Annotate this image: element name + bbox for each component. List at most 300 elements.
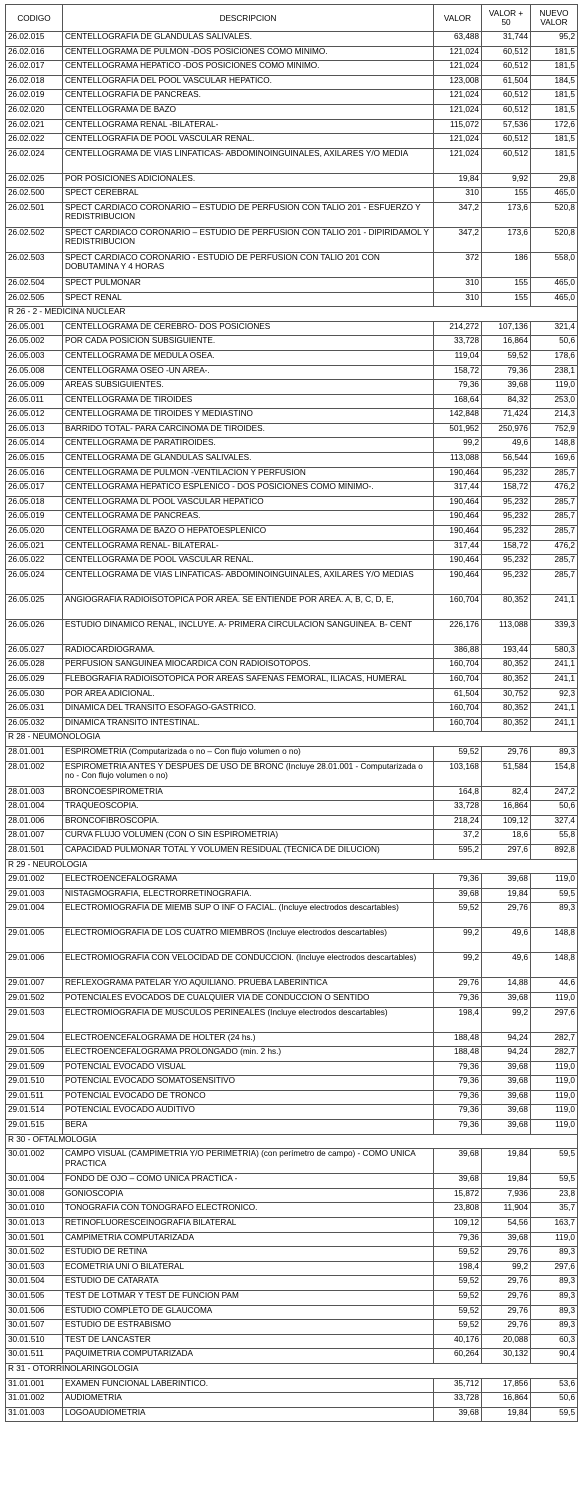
- value-plus-50-cell: 80,352: [482, 659, 531, 674]
- table-row: [6, 438, 578, 453]
- description-cell: CURVA FLUJO VOLUMEN (CON O SIN ESPIROMETRIA): [63, 830, 434, 845]
- value-plus-50-cell: 39,68: [482, 874, 531, 889]
- value-cell: 121,024: [434, 134, 482, 149]
- value-plus-50-cell: 18,6: [482, 830, 531, 845]
- table-row: [6, 1203, 578, 1218]
- new-value-cell: 172,6: [531, 119, 578, 134]
- description-cell: DINAMICA DEL TRANSITO ESOFAGO-GASTRICO.: [63, 703, 434, 718]
- value-cell: 99,2: [434, 953, 482, 978]
- section-title: R 31 - OTORRINOLARINGOLOGIA: [6, 1363, 578, 1378]
- code-cell: 26.05.016: [6, 467, 63, 482]
- new-value-cell: 154,8: [531, 761, 578, 786]
- code-cell: 29.01.005: [6, 928, 63, 953]
- value-plus-50-cell: 95,232: [482, 511, 531, 526]
- value-cell: 37,2: [434, 830, 482, 845]
- code-cell: 26.05.018: [6, 496, 63, 511]
- description-cell: ELECTROMIOGRAFIA CON VELOCIDAD DE CONDUCCION. (Incluye electrodos descartables): [63, 953, 434, 978]
- new-value-cell: 89,3: [531, 746, 578, 761]
- code-cell: 26.05.022: [6, 555, 63, 570]
- description-cell: FLEBOGRAFIA RADIOISOTOPICA POR AREAS SAFENAS FEMORAL, ILIACAS, HUMERAL: [63, 674, 434, 689]
- table-row: [6, 496, 578, 511]
- table-row: [6, 1247, 578, 1262]
- code-cell: 28.01.006: [6, 815, 63, 830]
- description-cell: CENTELLOGRAMA DL POOL VASCULAR HEPATICO: [63, 496, 434, 511]
- table-row: [6, 569, 578, 594]
- new-value-cell: 285,7: [531, 467, 578, 482]
- value-plus-50-cell: 17,856: [482, 1378, 531, 1393]
- description-cell: FONDO DE OJO – COMO UNICA PRACTICA -: [63, 1174, 434, 1189]
- description-cell: CENTELLOGRAMA OSEO -UN AREA-.: [63, 365, 434, 380]
- new-value-cell: 282,7: [531, 1047, 578, 1062]
- value-cell: 188,48: [434, 1047, 482, 1062]
- value-plus-50-cell: 39,68: [482, 1232, 531, 1247]
- value-cell: 59,52: [434, 1247, 482, 1262]
- description-cell: ESTUDIO DE RETINA: [63, 1247, 434, 1262]
- value-cell: 39,68: [434, 1407, 482, 1422]
- value-cell: 226,176: [434, 619, 482, 644]
- value-plus-50-cell: 11,904: [482, 1203, 531, 1218]
- description-cell: POR AREA ADICIONAL.: [63, 688, 434, 703]
- value-plus-50-cell: 99,2: [482, 1261, 531, 1276]
- code-cell: 26.02.501: [6, 202, 63, 227]
- code-cell: 26.02.019: [6, 90, 63, 105]
- description-cell: POR POSICIONES ADICIONALES.: [63, 173, 434, 188]
- table-row: [6, 801, 578, 816]
- description-cell: TRAQUEOSCOPIA.: [63, 801, 434, 816]
- new-value-cell: 163,7: [531, 1218, 578, 1233]
- table-row: [6, 453, 578, 468]
- new-value-cell: 241,1: [531, 594, 578, 619]
- description-cell: CENTELLOGRAMA DE PULMON -DOS POSICIONES COMO MINIMO.: [63, 46, 434, 61]
- table-row: [6, 644, 578, 659]
- value-plus-50-cell: 107,136: [482, 321, 531, 336]
- description-cell: POTENCIAL EVOCADO VISUAL: [63, 1061, 434, 1076]
- new-value-cell: 476,2: [531, 540, 578, 555]
- code-cell: 26.02.505: [6, 292, 63, 307]
- table-row: [6, 227, 578, 252]
- value-plus-50-cell: 19,84: [482, 1407, 531, 1422]
- value-cell: 164,8: [434, 786, 482, 801]
- value-cell: 158,72: [434, 365, 482, 380]
- code-cell: 26.02.017: [6, 61, 63, 76]
- new-value-cell: 92,3: [531, 688, 578, 703]
- description-cell: ELECTROMIOGRAFIA DE MIEMB SUP O INF O FACIAL. (Incluye electrodos descartables): [63, 903, 434, 928]
- description-cell: ESTUDIO DINAMICO RENAL, INCLUYE. A- PRIMERA CIRCULACION SANGUINEA. B- CENT: [63, 619, 434, 644]
- new-value-cell: 214,3: [531, 409, 578, 424]
- code-cell: 26.02.022: [6, 134, 63, 149]
- table-row: [6, 188, 578, 203]
- section-row: [6, 1363, 578, 1378]
- table-row: [6, 844, 578, 859]
- value-cell: 190,464: [434, 496, 482, 511]
- description-cell: CENTELLOGRAMA DE PARATIROIDES.: [63, 438, 434, 453]
- value-cell: 15,872: [434, 1188, 482, 1203]
- code-cell: 30.01.501: [6, 1232, 63, 1247]
- new-value-cell: 89,3: [531, 903, 578, 928]
- new-value-cell: 520,8: [531, 202, 578, 227]
- new-value-cell: 178,6: [531, 350, 578, 365]
- code-cell: 26.05.031: [6, 703, 63, 718]
- new-value-cell: 119,0: [531, 1076, 578, 1091]
- description-cell: CENTELLOGRAFIA DE PANCREAS.: [63, 90, 434, 105]
- description-cell: PERFUSION SANGUINEA MIOCARDICA CON RADIOISOTOPOS.: [63, 659, 434, 674]
- new-value-cell: 241,1: [531, 659, 578, 674]
- value-cell: 214,272: [434, 321, 482, 336]
- new-value-cell: 119,0: [531, 380, 578, 395]
- value-plus-50-cell: 113,088: [482, 619, 531, 644]
- new-value-cell: 184,5: [531, 75, 578, 90]
- description-cell: CENTELLOGRAFIA DE POOL VASCULAR RENAL.: [63, 134, 434, 149]
- new-value-cell: 50,6: [531, 336, 578, 351]
- value-cell: 121,024: [434, 46, 482, 61]
- header-value-plus-50: VALOR + 50: [482, 5, 531, 32]
- new-value-cell: 465,0: [531, 292, 578, 307]
- new-value-cell: 181,5: [531, 134, 578, 149]
- code-cell: 29.01.007: [6, 978, 63, 993]
- value-cell: 60,264: [434, 1349, 482, 1364]
- description-cell: ECOMETRIA UNI O BILATERAL: [63, 1261, 434, 1276]
- new-value-cell: 44,6: [531, 978, 578, 993]
- description-cell: ESTUDIO DE ESTRABISMO: [63, 1320, 434, 1335]
- new-value-cell: 181,5: [531, 104, 578, 119]
- description-cell: ELECTROMIOGRAFIA DE LOS CUATRO MIEMBROS (Incluye electrodos descartables): [63, 928, 434, 953]
- description-cell: ELECTROMIOGRAFIA DE MUSCULOS PERINEALES (Incluye electrodos descartables): [63, 1007, 434, 1032]
- table-row: [6, 202, 578, 227]
- section-row: [6, 859, 578, 874]
- value-plus-50-cell: 60,512: [482, 104, 531, 119]
- table-row: [6, 1120, 578, 1135]
- description-cell: POTENCIAL EVOCADO AUDITIVO: [63, 1105, 434, 1120]
- table-row: [6, 90, 578, 105]
- value-plus-50-cell: 82,4: [482, 786, 531, 801]
- table-row: [6, 467, 578, 482]
- value-cell: 23,808: [434, 1203, 482, 1218]
- value-plus-50-cell: 95,232: [482, 569, 531, 594]
- value-plus-50-cell: 193,44: [482, 644, 531, 659]
- new-value-cell: 285,7: [531, 555, 578, 570]
- table-row: [6, 46, 578, 61]
- description-cell: ELECTROENCEFALOGRAMA: [63, 874, 434, 889]
- new-value-cell: 339,3: [531, 619, 578, 644]
- new-value-cell: 119,0: [531, 992, 578, 1007]
- value-plus-50-cell: 71,424: [482, 409, 531, 424]
- table-row: [6, 786, 578, 801]
- description-cell: SPECT CEREBRAL: [63, 188, 434, 203]
- code-cell: 26.02.021: [6, 119, 63, 134]
- value-plus-50-cell: 297,6: [482, 844, 531, 859]
- new-value-cell: 148,8: [531, 438, 578, 453]
- table-row: [6, 1032, 578, 1047]
- section-title: R 29 - NEUROLOGIA: [6, 859, 578, 874]
- code-cell: 28.01.001: [6, 746, 63, 761]
- new-value-cell: 59,5: [531, 888, 578, 903]
- new-value-cell: 580,3: [531, 644, 578, 659]
- value-plus-50-cell: 54,56: [482, 1218, 531, 1233]
- code-cell: 31.01.003: [6, 1407, 63, 1422]
- value-plus-50-cell: 29,76: [482, 903, 531, 928]
- table-row: [6, 32, 578, 47]
- value-plus-50-cell: 80,352: [482, 703, 531, 718]
- value-cell: 59,52: [434, 1276, 482, 1291]
- new-value-cell: 285,7: [531, 496, 578, 511]
- value-cell: 33,728: [434, 1393, 482, 1408]
- description-cell: GONIOSCOPIA: [63, 1188, 434, 1203]
- new-value-cell: 181,5: [531, 90, 578, 105]
- value-plus-50-cell: 95,232: [482, 496, 531, 511]
- code-cell: 29.01.006: [6, 953, 63, 978]
- code-cell: 26.02.502: [6, 227, 63, 252]
- value-plus-50-cell: 39,68: [482, 380, 531, 395]
- code-cell: 26.05.015: [6, 453, 63, 468]
- code-cell: 29.01.004: [6, 903, 63, 928]
- code-cell: 30.01.004: [6, 1174, 63, 1189]
- value-plus-50-cell: 109,12: [482, 815, 531, 830]
- description-cell: SPECT CARDIACO CORONARIO – ESTUDIO DE PERFUSION CON TALIO 201 - ESFUERZO Y REDISTRIBUCION: [63, 202, 434, 227]
- code-cell: 28.01.003: [6, 786, 63, 801]
- value-cell: 79,36: [434, 1061, 482, 1076]
- new-value-cell: 89,3: [531, 1247, 578, 1262]
- description-cell: ESTUDIO DE CATARATA: [63, 1276, 434, 1291]
- new-value-cell: 59,5: [531, 1149, 578, 1174]
- table-row: [6, 1320, 578, 1335]
- value-cell: 19,84: [434, 173, 482, 188]
- description-cell: POTENCIAL EVOCADO DE TRONCO: [63, 1090, 434, 1105]
- code-cell: 26.05.021: [6, 540, 63, 555]
- value-cell: 59,52: [434, 1305, 482, 1320]
- code-cell: 26.02.504: [6, 277, 63, 292]
- description-cell: AUDIOMETRIA: [63, 1393, 434, 1408]
- description-cell: TEST DE LOTMAR Y TEST DE FUNCION PAM: [63, 1291, 434, 1306]
- value-plus-50-cell: 155: [482, 292, 531, 307]
- new-value-cell: 119,0: [531, 1105, 578, 1120]
- table-row: [6, 555, 578, 570]
- value-plus-50-cell: 16,864: [482, 336, 531, 351]
- value-plus-50-cell: 61,504: [482, 75, 531, 90]
- code-cell: 26.02.025: [6, 173, 63, 188]
- header-value: VALOR: [434, 5, 482, 32]
- description-cell: CAMPO VISUAL (CAMPIMETRIA Y/O PERIMETRIA) (con perímetro de campo) - COMO UNICA PRACTICA: [63, 1149, 434, 1174]
- description-cell: CENTELLOGRAMA DE POOL VASCULAR RENAL.: [63, 555, 434, 570]
- description-cell: ANGIOGRAFIA RADIOISOTOPICA POR AREA. SE ENTIENDE POR AREA. A, B, C, D, E,: [63, 594, 434, 619]
- code-cell: 26.02.018: [6, 75, 63, 90]
- new-value-cell: 181,5: [531, 46, 578, 61]
- table-row: [6, 594, 578, 619]
- table-row: [6, 717, 578, 732]
- table-row: [6, 1090, 578, 1105]
- table-row: [6, 815, 578, 830]
- code-cell: 29.01.003: [6, 888, 63, 903]
- value-plus-50-cell: 84,32: [482, 394, 531, 409]
- value-plus-50-cell: 39,68: [482, 1076, 531, 1091]
- value-cell: 501,952: [434, 423, 482, 438]
- value-cell: 347,2: [434, 227, 482, 252]
- description-cell: CENTELLOGRAMA DE BAZO: [63, 104, 434, 119]
- code-cell: 31.01.001: [6, 1378, 63, 1393]
- description-cell: CENTELLOGRAMA DE TIROIDES Y MEDIASTINO: [63, 409, 434, 424]
- value-plus-50-cell: 9,92: [482, 173, 531, 188]
- table-row: [6, 619, 578, 644]
- new-value-cell: 247,2: [531, 786, 578, 801]
- section-row: [6, 732, 578, 747]
- value-cell: 39,68: [434, 888, 482, 903]
- value-cell: 198,4: [434, 1007, 482, 1032]
- description-cell: TONOGRAFIA CON TONOGRAFO ELECTRONICO.: [63, 1203, 434, 1218]
- code-cell: 29.01.510: [6, 1076, 63, 1091]
- new-value-cell: 148,8: [531, 953, 578, 978]
- table-row: [6, 292, 578, 307]
- value-cell: 79,36: [434, 1076, 482, 1091]
- table-row: [6, 1261, 578, 1276]
- value-plus-50-cell: 60,512: [482, 90, 531, 105]
- value-cell: 79,36: [434, 1120, 482, 1135]
- table-row: [6, 365, 578, 380]
- code-cell: 26.05.027: [6, 644, 63, 659]
- value-plus-50-cell: 80,352: [482, 717, 531, 732]
- value-cell: 79,36: [434, 992, 482, 1007]
- new-value-cell: 321,4: [531, 321, 578, 336]
- value-cell: 160,704: [434, 594, 482, 619]
- table-row: [6, 1276, 578, 1291]
- description-cell: CENTELLOGRAMA DE PANCREAS.: [63, 511, 434, 526]
- description-cell: PAQUIMETRIA COMPUTARIZADA: [63, 1349, 434, 1364]
- value-cell: 190,464: [434, 467, 482, 482]
- value-cell: 115,072: [434, 119, 482, 134]
- description-cell: CENTELLOGRAFIA DEL POOL VASCULAR HEPATICO.: [63, 75, 434, 90]
- value-cell: 121,024: [434, 104, 482, 119]
- value-plus-50-cell: 186: [482, 252, 531, 277]
- code-cell: 26.05.003: [6, 350, 63, 365]
- value-cell: 119,04: [434, 350, 482, 365]
- description-cell: CENTELLOGRAMA RENAL -BILATERAL-: [63, 119, 434, 134]
- table-row: [6, 1174, 578, 1189]
- value-plus-50-cell: 57,536: [482, 119, 531, 134]
- table-row: [6, 1076, 578, 1091]
- value-plus-50-cell: 80,352: [482, 594, 531, 619]
- new-value-cell: 55,8: [531, 830, 578, 845]
- value-plus-50-cell: 30,132: [482, 1349, 531, 1364]
- value-plus-50-cell: 31,744: [482, 32, 531, 47]
- value-plus-50-cell: 158,72: [482, 540, 531, 555]
- table-row: [6, 1007, 578, 1032]
- code-cell: 29.01.515: [6, 1120, 63, 1135]
- description-cell: BERA: [63, 1120, 434, 1135]
- section-title: R 28 - NEUMONOLOGIA: [6, 732, 578, 747]
- new-value-cell: 119,0: [531, 1232, 578, 1247]
- description-cell: ESPIROMETRIA ANTES Y DESPUES DE USO DE BRONC (Incluye 28.01.001 - Computarizada o no - Con flujo volumen o no): [63, 761, 434, 786]
- code-cell: 26.02.024: [6, 148, 63, 173]
- table-row: [6, 903, 578, 928]
- value-cell: 109,12: [434, 1218, 482, 1233]
- value-cell: 33,728: [434, 801, 482, 816]
- new-value-cell: 169,6: [531, 453, 578, 468]
- value-cell: 103,168: [434, 761, 482, 786]
- table-row: [6, 1349, 578, 1364]
- description-cell: TEST DE LANCASTER: [63, 1334, 434, 1349]
- new-value-cell: 95,2: [531, 32, 578, 47]
- value-cell: 99,2: [434, 438, 482, 453]
- new-value-cell: 50,6: [531, 801, 578, 816]
- table-row: [6, 1149, 578, 1174]
- new-value-cell: 29,8: [531, 173, 578, 188]
- new-value-cell: 119,0: [531, 1061, 578, 1076]
- value-cell: 33,728: [434, 336, 482, 351]
- code-cell: 26.05.017: [6, 482, 63, 497]
- value-cell: 59,52: [434, 1320, 482, 1335]
- value-plus-50-cell: 39,68: [482, 1061, 531, 1076]
- description-cell: BARRIDO TOTAL- PARA CARCINOMA DE TIROIDES.: [63, 423, 434, 438]
- new-value-cell: 285,7: [531, 569, 578, 594]
- new-value-cell: 89,3: [531, 1276, 578, 1291]
- value-cell: 347,2: [434, 202, 482, 227]
- table-row: [6, 321, 578, 336]
- new-value-cell: 90,4: [531, 1349, 578, 1364]
- value-plus-50-cell: 155: [482, 277, 531, 292]
- code-cell: 30.01.505: [6, 1291, 63, 1306]
- value-cell: 121,024: [434, 90, 482, 105]
- description-cell: ELECTROENCEFALOGRAMA DE HOLTER (24 hs.): [63, 1032, 434, 1047]
- table-row: [6, 1291, 578, 1306]
- code-cell: 26.05.030: [6, 688, 63, 703]
- value-plus-50-cell: 56,544: [482, 453, 531, 468]
- description-cell: ESTUDIO COMPLETO DE GLAUCOMA: [63, 1305, 434, 1320]
- value-cell: 121,024: [434, 61, 482, 76]
- code-cell: 30.01.502: [6, 1247, 63, 1262]
- description-cell: CENTELLOGRAMA HEPATICO ESPLENICO - DOS POSICIONES COMO MINIMO-.: [63, 482, 434, 497]
- new-value-cell: 241,1: [531, 703, 578, 718]
- value-cell: 40,176: [434, 1334, 482, 1349]
- value-cell: 79,36: [434, 380, 482, 395]
- description-cell: POTENCIALES EVOCADOS DE CUALQUIER VIA DE CONDUCCION O SENTIDO: [63, 992, 434, 1007]
- description-cell: CENTELLOGRAMA DE MEDULA OSEA.: [63, 350, 434, 365]
- new-value-cell: 50,6: [531, 1393, 578, 1408]
- description-cell: BRONCOESPIROMETRIA: [63, 786, 434, 801]
- value-cell: 190,464: [434, 569, 482, 594]
- header-description: DESCRIPCION: [63, 5, 434, 32]
- table-row: [6, 1105, 578, 1120]
- code-cell: 28.01.007: [6, 830, 63, 845]
- table-row: [6, 148, 578, 173]
- value-cell: 160,704: [434, 674, 482, 689]
- description-cell: SPECT CARDIACO CORONARIO - ESTUDIO DE PERFUSION CON TALIO 201 CON DOBUTAMINA Y 4 HORAS: [63, 252, 434, 277]
- new-value-cell: 181,5: [531, 61, 578, 76]
- table-row: [6, 173, 578, 188]
- code-cell: 29.01.505: [6, 1047, 63, 1062]
- value-plus-50-cell: 49,6: [482, 438, 531, 453]
- table-row: [6, 703, 578, 718]
- description-cell: NISTAGMOGRAFIA, ELECTRORRETINOGRAFIA.: [63, 888, 434, 903]
- description-cell: SPECT RENAL: [63, 292, 434, 307]
- code-cell: 31.01.002: [6, 1393, 63, 1408]
- table-row: [6, 1218, 578, 1233]
- code-cell: 26.05.028: [6, 659, 63, 674]
- code-cell: 29.01.502: [6, 992, 63, 1007]
- section-title: R 26 - 2 - MEDICINA NUCLEAR: [6, 307, 578, 322]
- table-row: [6, 746, 578, 761]
- table-row: [6, 1047, 578, 1062]
- code-cell: 26.05.026: [6, 619, 63, 644]
- value-plus-50-cell: 51,584: [482, 761, 531, 786]
- table-row: [6, 953, 578, 978]
- value-cell: 63,488: [434, 32, 482, 47]
- value-cell: 310: [434, 292, 482, 307]
- table-row: [6, 688, 578, 703]
- value-plus-50-cell: 20,088: [482, 1334, 531, 1349]
- table-row: [6, 394, 578, 409]
- code-cell: 26.02.016: [6, 46, 63, 61]
- table-row: [6, 1232, 578, 1247]
- value-plus-50-cell: 29,76: [482, 1305, 531, 1320]
- value-plus-50-cell: 94,24: [482, 1047, 531, 1062]
